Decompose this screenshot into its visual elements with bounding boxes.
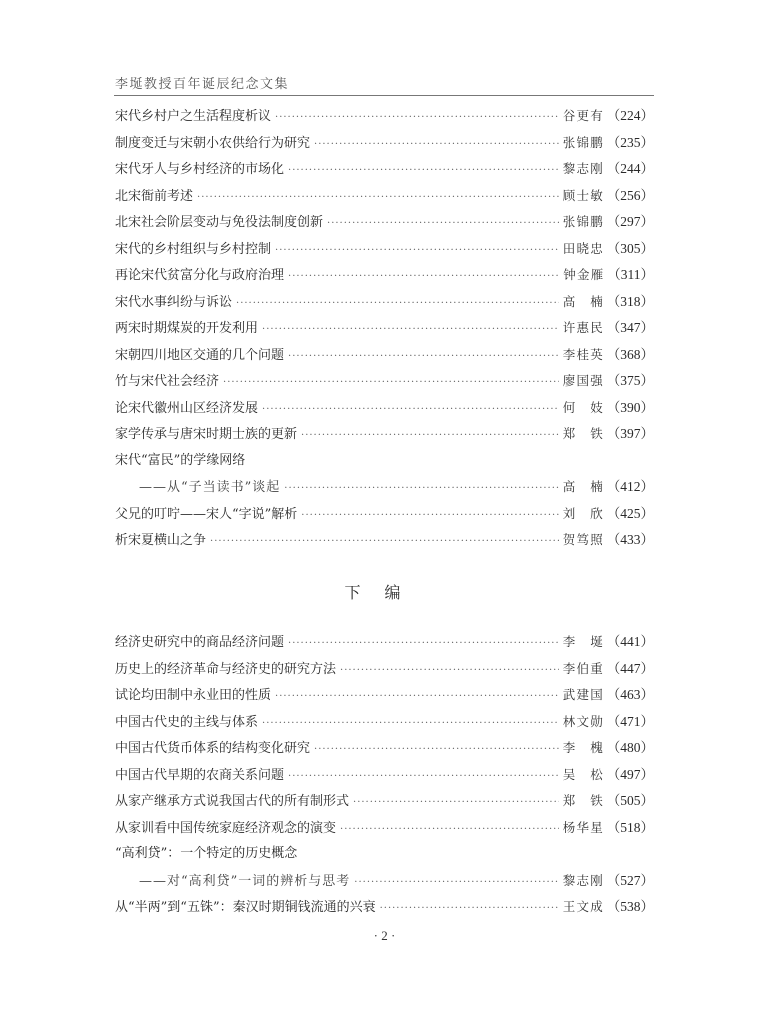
toc-entry-page: （368） [606,346,654,362]
dot-leader [380,903,559,914]
toc-entry-page: （527） [606,872,654,888]
toc-entry-author: 王文成 [562,899,603,914]
toc-entry-page: （375） [606,373,654,388]
toc-entry-title: 制度变迁与宋朝小农供给行为研究 [115,135,311,151]
toc-entry-author: 贺笃照 [562,532,603,547]
toc-entry-author: 李伯重 [562,660,603,676]
dot-leader [197,192,559,203]
toc-part-1 [115,104,654,555]
toc-entry-title: 中国古代史的主线与体系 [115,714,259,730]
toc-entry-author: 李 埏 [562,634,603,649]
toc-entry-author: 钟金雁 [563,267,604,282]
toc-entry-page: （412） [606,479,654,494]
dot-leader [275,245,559,256]
toc-entry-author: 田晓忠 [562,240,603,256]
toc-entry[interactable] [115,210,654,237]
toc-entry[interactable] [115,816,654,843]
dot-leader [236,298,559,309]
toc-entry-title: 宋代水事纠纷与诉讼 [115,294,233,310]
dot-leader [353,797,559,808]
toc-entry[interactable] [115,422,654,449]
dot-leader [301,430,559,441]
toc-part-2 [115,630,654,922]
dot-leader [288,165,559,176]
toc-entry-author: 郑 铁 [562,793,603,808]
dot-leader [284,483,558,494]
toc-entry-page: （390） [606,399,654,415]
toc-entry-author: 高 楠 [562,479,603,494]
toc-entry[interactable] [115,184,654,211]
toc-entry-page: （447） [606,660,654,676]
toc-entry-subtitle: ——对“高利贷”一词的辨析与思考 [139,873,351,889]
toc-entry-title: 宋代“富民”的学缘网络 [115,452,246,468]
header-rule [114,95,654,96]
dot-leader [340,824,559,835]
toc-entry-author: 谷更有 [562,108,603,123]
toc-entry[interactable] [115,449,654,476]
dot-leader [262,324,559,335]
toc-entry-title: 从“半两”到“五铢”：秦汉时期铜钱流通的兴衰 [115,900,376,915]
toc-entry[interactable] [115,343,654,370]
toc-entry[interactable] [115,290,654,317]
toc-entry-page: （224） [606,108,654,123]
toc-entry-page: （433） [606,532,654,547]
toc-entry-page: （235） [606,134,654,150]
page-number: · 2 · [373,928,396,943]
running-head-title: 李埏教授百年诞辰纪念文集 [115,77,290,92]
toc-entry[interactable] [115,842,654,869]
toc-entry-title: 历史上的经济革命与经济史的研究方法 [115,661,337,677]
toc-entry-title: 两宋时期煤炭的开发利用 [115,321,259,336]
dot-leader [288,638,559,649]
dot-leader [354,877,558,888]
toc-entry-page: （518） [606,819,654,835]
dot-leader [327,218,559,229]
toc-entry-author: 武建国 [562,687,603,702]
toc-entry[interactable] [115,869,654,896]
toc-entry-subtitle: ——从“子当读书”谈起 [139,480,281,495]
toc-entry[interactable] [115,263,654,290]
toc-entry-page: （244） [606,161,654,176]
toc-entry-title: 宋代的乡村组织与乡村控制 [115,241,272,257]
toc-entry[interactable] [115,789,654,816]
toc-entry[interactable] [115,736,654,763]
toc-entry-title: 试论均田制中永业田的性质 [115,688,272,703]
toc-entry[interactable] [115,396,654,423]
toc-entry-title: 宋代牙人与乡村经济的市场化 [115,162,285,177]
toc-entry[interactable] [115,131,654,158]
toc-entry-author: 郑 铁 [562,426,603,441]
toc-entry[interactable] [115,528,654,555]
toc-entry[interactable] [115,895,654,922]
dot-leader [223,377,559,388]
section-title-xiabian: 下编 [344,583,425,602]
toc-entry[interactable] [115,657,654,684]
toc-entry-title: 从家训看中国传统家庭经济观念的演变 [115,820,337,836]
toc-entry[interactable] [115,683,654,710]
toc-entry-page: （480） [606,740,654,755]
toc-entry-author: 廖国强 [562,373,603,388]
toc-entry-title: 析宋夏横山之争 [115,533,207,548]
toc-entry-author: 何 妓 [562,399,603,415]
toc-entry-page: （538） [606,899,654,914]
toc-entry-author: 顾士敏 [562,187,603,203]
toc-entry-author: 林文勋 [562,713,603,729]
toc-entry-page: （311） [607,267,654,282]
toc-entry[interactable] [115,157,654,184]
dot-leader [288,351,559,362]
dot-leader [262,718,559,729]
toc-entry[interactable] [115,369,654,396]
toc-entry[interactable] [115,104,654,131]
toc-entry-page: （297） [606,214,654,229]
dot-leader [275,112,559,123]
toc-entry[interactable] [115,316,654,343]
dot-leader [314,139,559,150]
toc-entry-title: 经济史研究中的商品经济问题 [115,635,285,650]
toc-entry[interactable] [115,763,654,790]
toc-entry[interactable] [115,710,654,737]
toc-entry-page: （256） [606,187,654,203]
toc-entry-title: 北宋社会阶层变动与免役法制度创新 [115,215,324,230]
dot-leader [288,771,559,782]
toc-entry-author: 张锦鹏 [562,214,603,229]
toc-entry-title: 宋朝四川地区交通的几个问题 [115,347,285,363]
toc-entry-title: 北宋衙前考述 [115,188,194,204]
dot-leader [275,691,559,702]
toc-entry-title: “高利贷”：一个特定的历史概念 [115,846,298,861]
toc-entry-page: （305） [606,240,654,256]
dot-leader [262,404,559,415]
toc-entry-title: 家学传承与唐宋时期士族的更新 [115,427,298,442]
toc-entry-author: 吴 松 [562,766,603,782]
toc-entry-author: 刘 欣 [562,505,603,521]
toc-entry-page: （441） [606,634,654,649]
toc-entry-author: 张锦鹏 [562,134,603,150]
toc-entry-title: 论宋代徽州山区经济发展 [115,400,259,416]
toc-entry[interactable] [115,475,654,502]
toc-entry[interactable] [115,630,654,657]
toc-entry-page: （471） [606,713,654,729]
toc-entry-author: 黎志刚 [562,161,603,176]
toc-entry-title: 竹与宋代社会经济 [115,374,220,389]
toc-entry-author: 许惠民 [562,320,603,335]
toc-entry-title: 中国古代早期的农商关系问题 [115,767,285,783]
dot-leader [340,665,559,676]
toc-entry[interactable] [115,502,654,529]
toc-entry-title: 宋代乡村户之生活程度析议 [115,109,272,124]
toc-entry-page: （497） [606,766,654,782]
toc-entry-page: （463） [606,687,654,702]
toc-entry-title: 父兄的叮咛——宋人“字说”解析 [115,506,298,522]
toc-entry-page: （397） [606,426,654,441]
toc-entry-page: （347） [606,320,654,335]
dot-leader [210,536,559,547]
toc-entry-author: 杨华星 [562,819,603,835]
toc-entry-title: 中国古代货币体系的结构变化研究 [115,741,311,756]
toc-entry-author: 黎志刚 [562,872,603,888]
toc-entry-title: 再论宋代贫富分化与政府治理 [115,268,285,283]
toc-entry-author: 李桂英 [562,346,603,362]
toc-entry[interactable] [115,237,654,264]
dot-leader [288,271,559,282]
dot-leader [314,744,559,755]
toc-entry-page: （505） [606,793,654,808]
toc-entry-page: （318） [606,293,654,309]
toc-entry-title: 从家产继承方式说我国古代的所有制形式 [115,794,350,809]
dot-leader [301,510,558,521]
toc-entry-author: 李 槐 [562,740,603,755]
toc-entry-author: 高 楠 [562,293,603,309]
toc-entry-page: （425） [606,505,654,521]
